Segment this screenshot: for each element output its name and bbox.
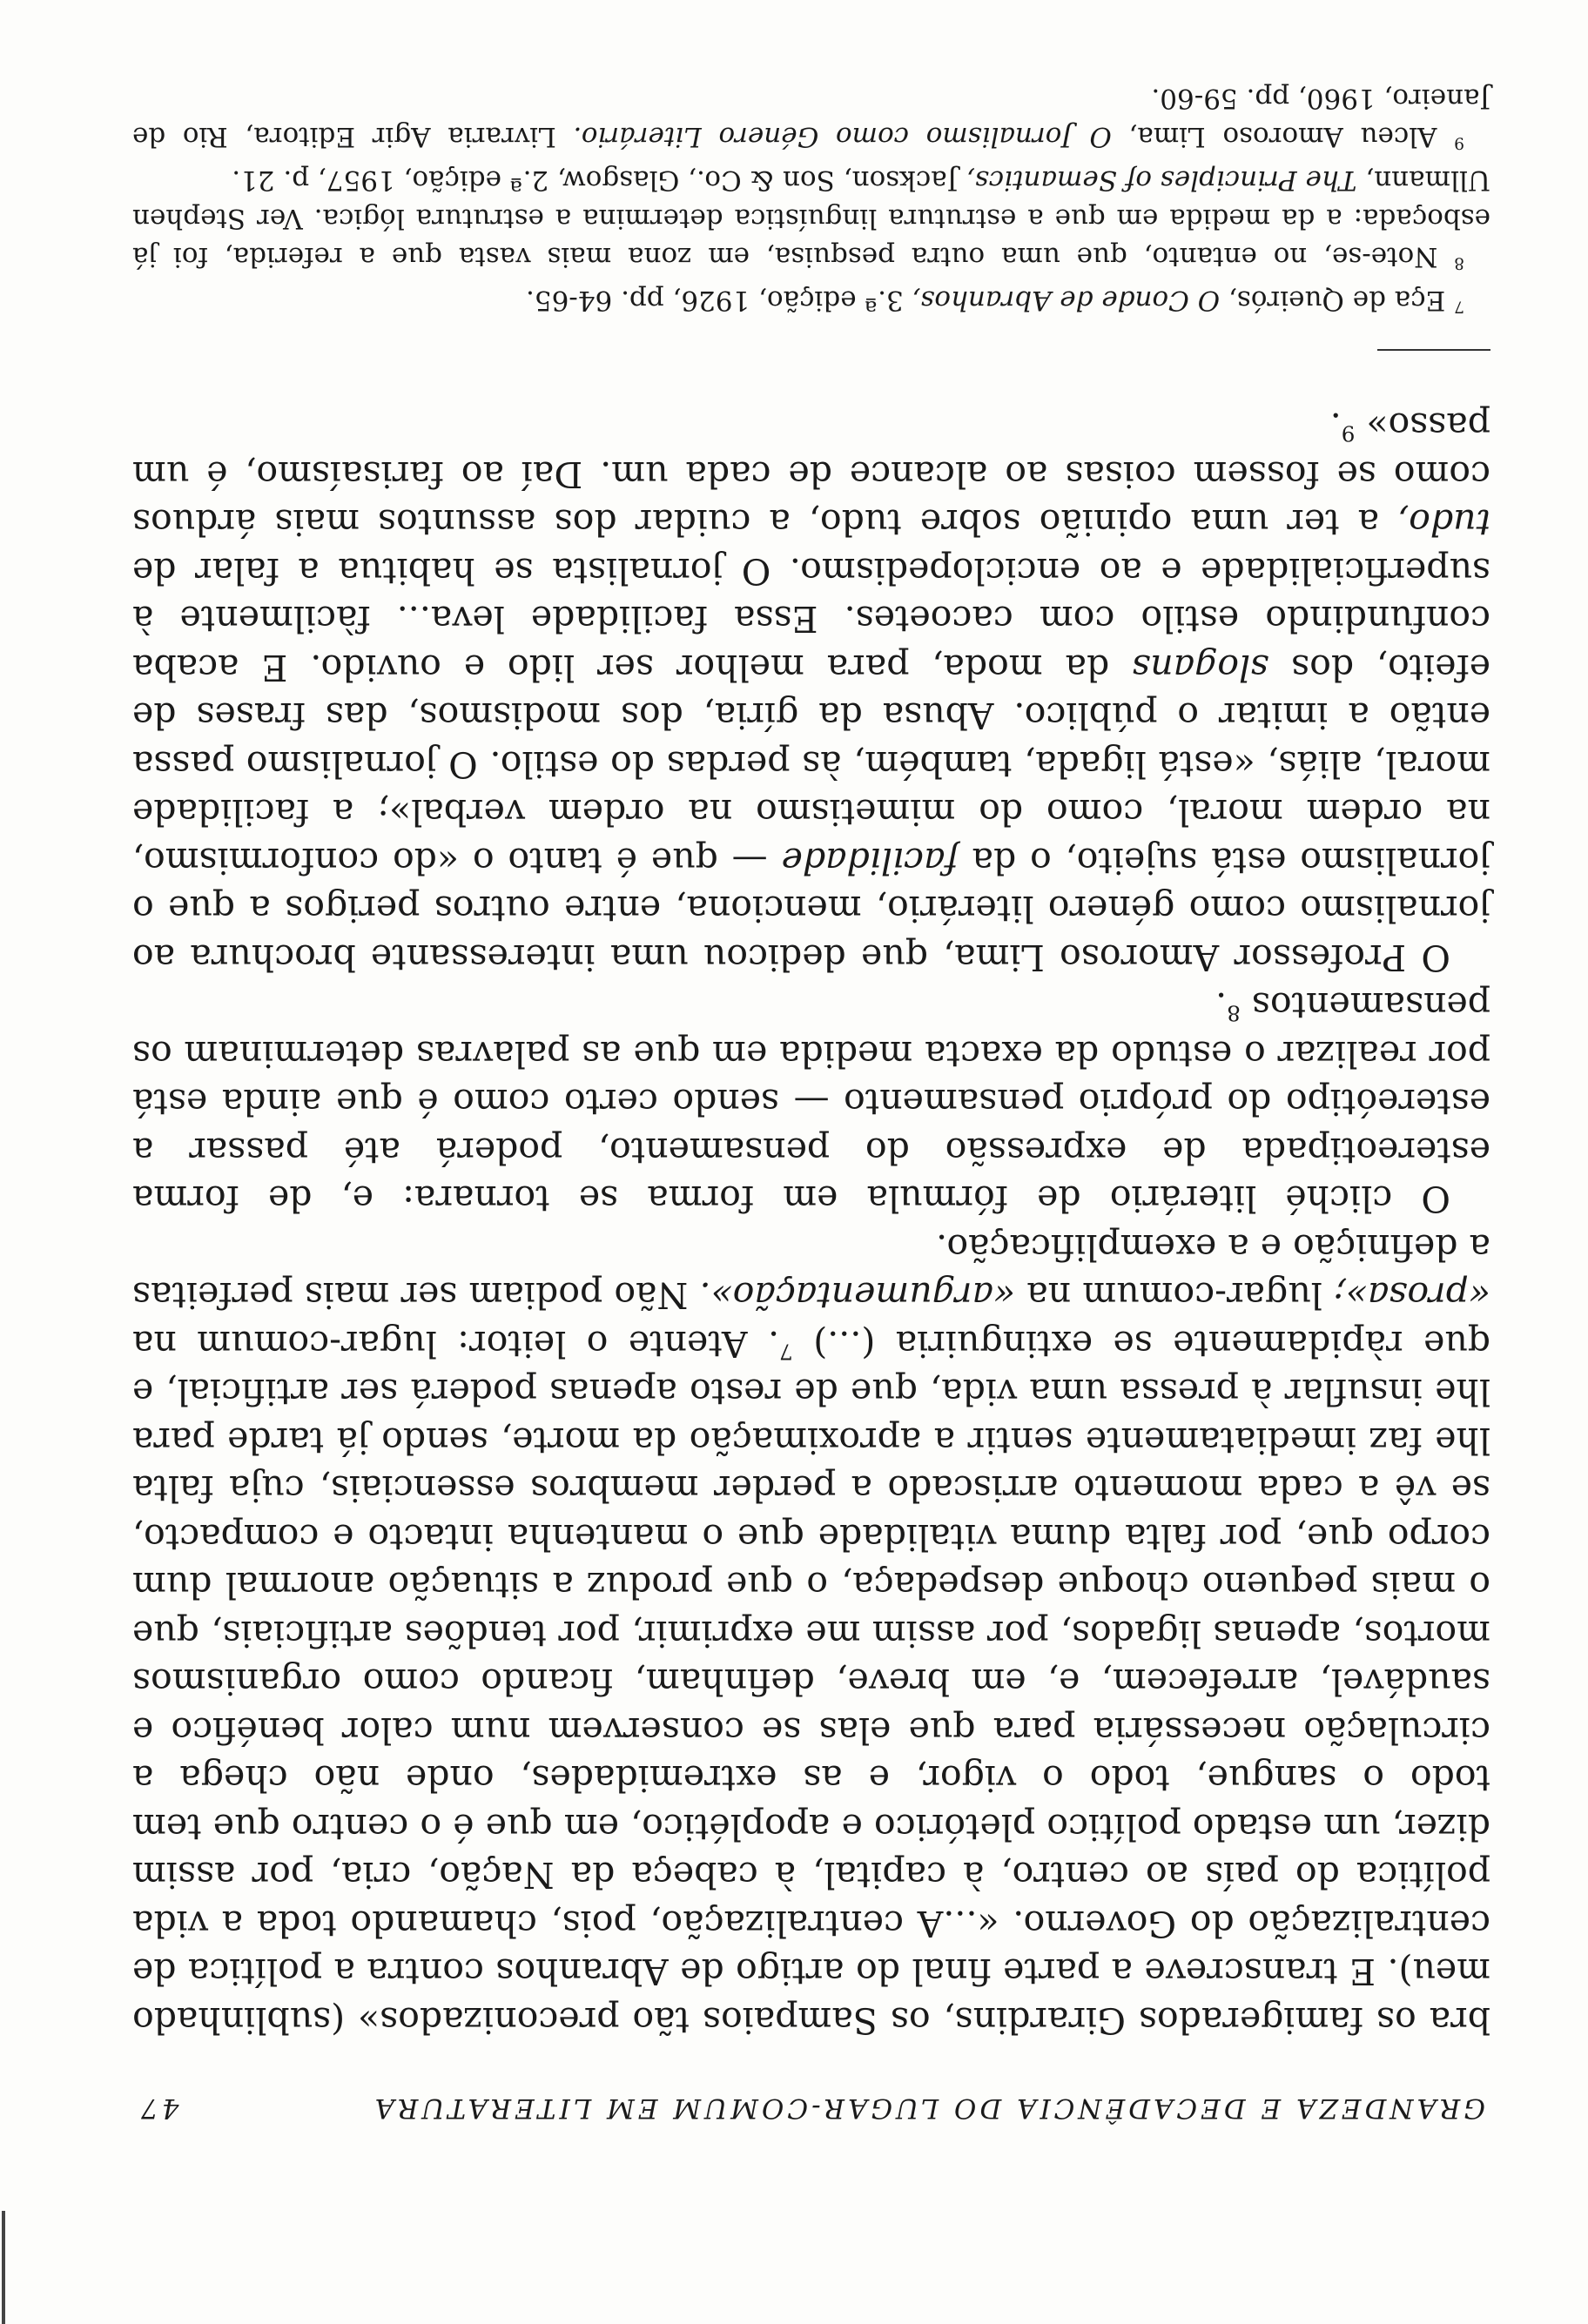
text-run: Não podiam ser mais perfeitas a definição e a exemplificação. xyxy=(132,1226,1490,1317)
text-run: Livraria Agir Editora, Rio de Janeiro, 1960, pp. 59-60. xyxy=(132,83,1490,152)
text-run: bra os famigerados Girardins, os Sampaios tão preconizados» (sublinhado meu). E transcreve a parte final do artigo de Abranhos contra a política de centralização do Governo. «...A centralização, pois, chamando toda a vida política do país ao centro, à capital, à cabeça da Nação, cria, por assim dizer, um estado político pletórico e apoplético, em que é o centro que tem todo o sangue, todo o vigor, e as extremidades, onde não chega a circulação necessária para que elas se conservem num calor benéfico e saudável, arrefecem, e, em breve, definham, ficando como organismos mortos, apenas ligados, por assim me exprimir, por tendões artificiais, que o mais pequeno choque despedaça, o que produz a situação anormal dum corpo que, por falta duma vitalidade que o mantenha intacto e compacto, se vê a cada momento arriscado a perder membros essenciais, cuja falta lhe faz imediatamente sentir a aproximação da morte, sendo já tarde para lhe insuflar à pressa uma vida, que de resto apenas poderá ser artificial, e que ràpidamente se extinguiria (...) xyxy=(132,1323,1490,2041)
text-run: . Atente o leitor: lugar-comum na xyxy=(132,1323,780,1365)
page-content xyxy=(132,74,1490,2124)
text-run: — que é tanto o «do conformismo, na ordem moral, como do mimetismo na ordem verbal»; a facilidade moral, aliás, «está ligada, também, às perdas do estilo. O jornalismo passa então a imitar o público. Abusa da gíria, dos modismos, das frases de efeito, dos xyxy=(132,647,1490,882)
footnote-8 xyxy=(132,161,1490,276)
text-run: O Professor Amoroso Lima, que dedicou uma interessante brochura ao jornalismo como género literário, menciona, entre outros perigos a que o jornalismo está sujeito, o da xyxy=(132,840,1490,978)
page-number: 47 xyxy=(138,2092,179,2124)
footnote-9 xyxy=(132,79,1490,156)
page-edge-mark xyxy=(2,2211,5,2324)
italic-title: O Conde de Abranhos, xyxy=(912,285,1221,316)
text-run: lugar-comum na xyxy=(1015,1274,1334,1317)
italic-term-prosa: «prosa»; xyxy=(1334,1274,1490,1317)
footnote-ref-9: 9 xyxy=(1341,421,1356,447)
running-header xyxy=(132,2092,1490,2124)
text-run: Jackson, Son & Co., Glasgow, 2.ª edição, 1957, p. 21. xyxy=(232,165,967,196)
running-title: GRANDEZA E DECADÊNCIA DO LUGAR-COMUM EM LITERATURA xyxy=(371,2092,1485,2124)
italic-term-argumentacao: «argumentação». xyxy=(699,1274,1016,1317)
footnote-ref-7: 7 xyxy=(779,1339,793,1365)
text-run: da moda, para melhor ser lido e ouvido. E acaba confundindo estilo com cacoetes. Essa facilidade leva... fàcilmente à superficialidade e ao enciclopedismo. O jornalista se habitua a falar de xyxy=(132,550,1490,688)
text-run: Eça de Queirós, xyxy=(1220,285,1446,316)
italic-term-tudo: tudo, xyxy=(1397,501,1490,544)
text-run: Note-se, no entanto, que uma outra pesquisa, em zona mais vasta que a referida, foi já esboçada: a da medida em que a estrutura linguística determina a estrutura lógica. Ver Stephen Ullmann, xyxy=(131,165,1490,272)
paragraph-amoroso-lima xyxy=(132,401,1490,981)
text-run: a ter uma opinião sobre tudo, a cuidar dos assuntos mais árduos como se fossem coisas ao alcance de cada um. Daí ao farisaísmo, é um passo» xyxy=(132,405,1490,544)
footnote-number: 8 xyxy=(1454,253,1464,272)
italic-term-slogans: slogans xyxy=(1132,647,1269,688)
footnote-ref-8: 8 xyxy=(1227,1001,1241,1027)
italic-term-facilidade: facilidade xyxy=(781,840,959,882)
text-run: 3.ª edição, 1926, pp. 64-65. xyxy=(526,285,912,316)
italic-title: O Jornalismo como Género Literário. xyxy=(573,121,1112,152)
text-run: . xyxy=(1215,984,1228,1027)
italic-title: The Principles of Semantics, xyxy=(966,165,1357,196)
text-run: . xyxy=(1329,405,1342,447)
text-run: O cliché literário de fórmula em forma se tornara: e, de forma estereotipada de expressão do pensamento, poderá até passar a estereótipo do próprio pensamento — sendo certo como é que ainda está por realizar o estudo da exacta medida em que as palavras determinam os pensamentos xyxy=(132,984,1490,1220)
footnote-number: 9 xyxy=(1454,133,1464,152)
text-run: Alceu Amoroso Lima, xyxy=(1111,121,1437,152)
footnote-divider xyxy=(1377,349,1490,351)
footnote-7 xyxy=(132,281,1490,319)
paragraph-abranhos-quote xyxy=(132,1223,1490,2045)
paragraph-cliche xyxy=(132,981,1490,1223)
footnote-number: 7 xyxy=(1454,297,1464,316)
